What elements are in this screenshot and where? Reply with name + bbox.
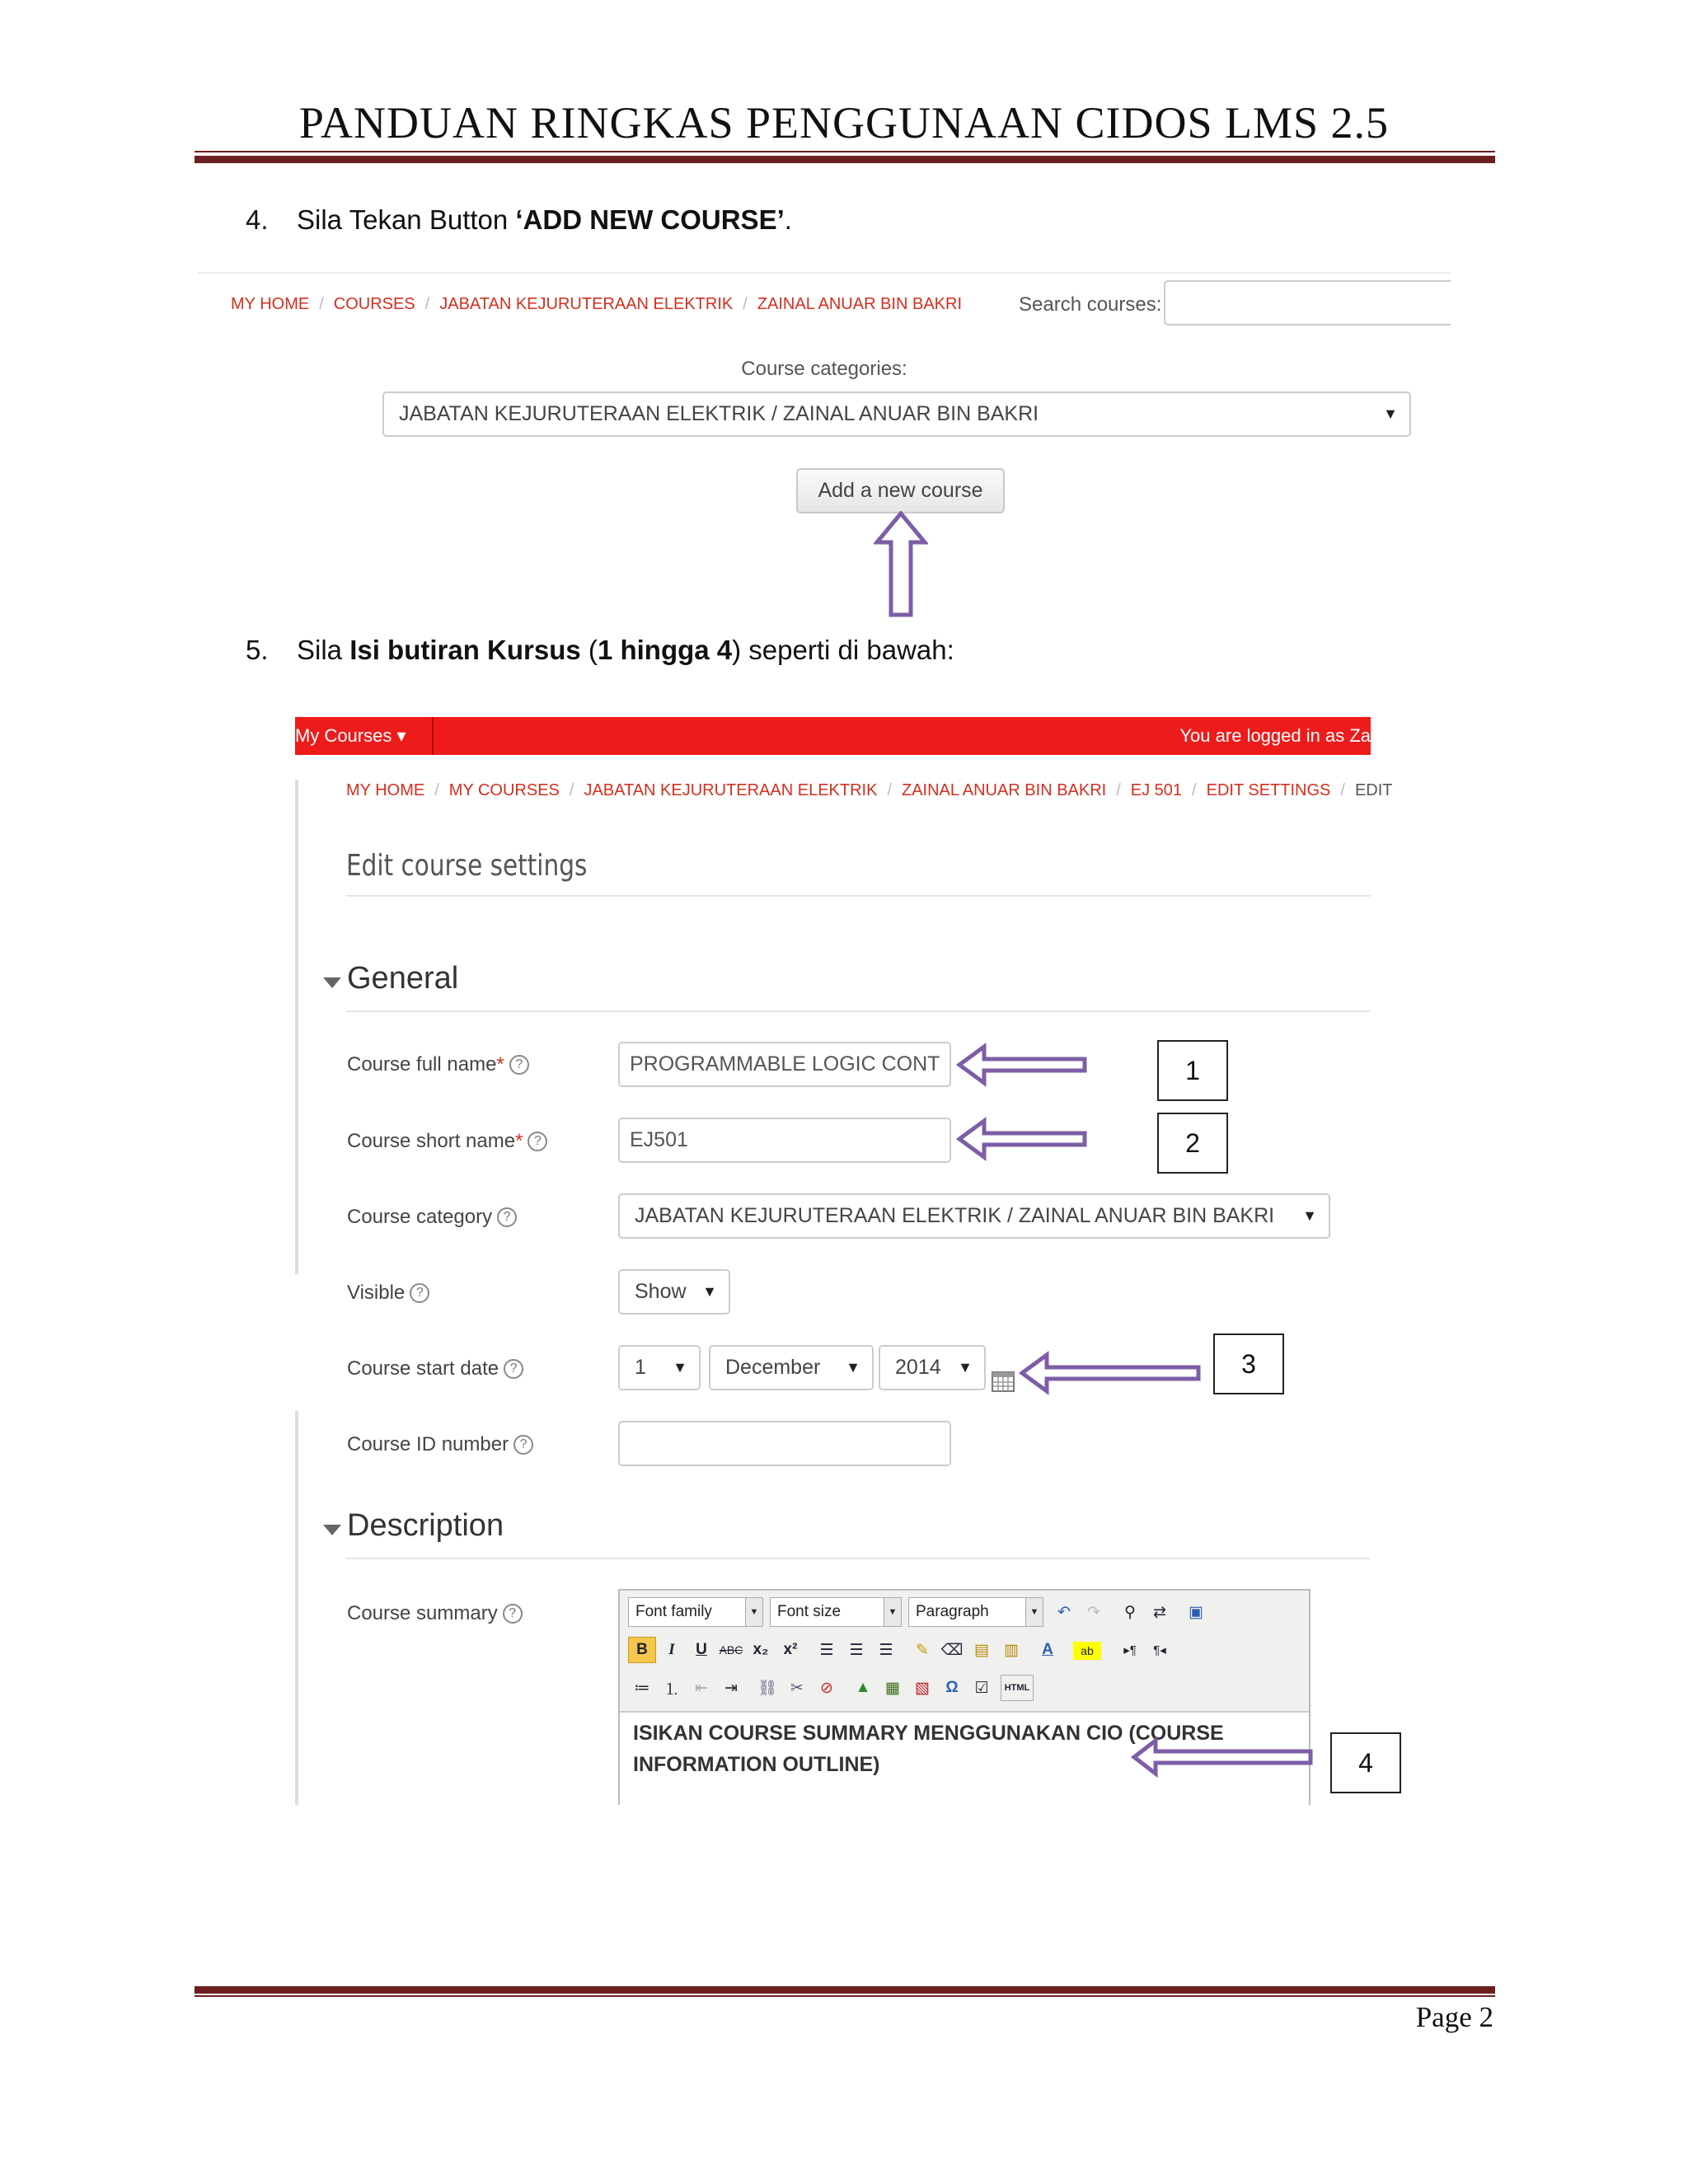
chevron-down-icon: ▼ xyxy=(958,1359,973,1376)
chevron-down-icon: ▼ xyxy=(846,1359,860,1376)
page-number: Page 2 xyxy=(1415,2001,1493,2033)
start-year-value: 2014 xyxy=(895,1356,941,1379)
course-full-name-label xyxy=(347,1050,529,1080)
course-category-text: Course category xyxy=(347,1206,493,1228)
left-edge-line-lower xyxy=(295,1411,298,1805)
undo-icon[interactable]: ↶ xyxy=(1057,1603,1071,1621)
footer-rule-thin xyxy=(195,1995,1495,1997)
chevron-down-icon: ▼ xyxy=(1383,405,1398,422)
highlight-color-icon[interactable]: ab xyxy=(1073,1642,1101,1660)
course-id-number-label xyxy=(347,1430,533,1460)
align-right-icon[interactable]: ☰ xyxy=(879,1641,893,1659)
header-rule-thick xyxy=(195,156,1495,163)
course-short-name-text: Course short name xyxy=(347,1130,516,1152)
image-icon[interactable]: ▲ xyxy=(855,1679,871,1696)
course-category-value: JABATAN KEJURUTERAAN ELEKTRIK / ZAINAL ANUAR BIN BAKRI xyxy=(635,1204,1275,1227)
visible-value: Show xyxy=(635,1280,687,1303)
align-left-icon[interactable]: ☰ xyxy=(819,1641,834,1659)
font-size-value: Font size xyxy=(777,1603,842,1620)
course-categories-value: JABATAN KEJURUTERAAN ELEKTRIK / ZAINAL ANUAR BIN BAKRI xyxy=(399,402,1039,425)
paste-word-icon[interactable]: ▥ xyxy=(1004,1641,1019,1659)
course-short-name-label xyxy=(347,1127,547,1156)
breadcrumb-user[interactable]: ZAINAL ANUAR BIN BAKRI xyxy=(902,781,1107,799)
breadcrumb-department[interactable]: JABATAN KEJURUTERAAN ELEKTRIK xyxy=(584,781,878,799)
indent-icon[interactable]: ⇥ xyxy=(724,1679,738,1697)
chevron-down-icon: ▼ xyxy=(673,1359,687,1376)
screenshot-top-border xyxy=(198,272,1451,274)
start-month-value: December xyxy=(725,1356,821,1379)
general-section-heading[interactable]: General xyxy=(347,961,459,996)
strikethrough-icon[interactable]: ABC xyxy=(719,1643,743,1657)
left-arrow-annotation-2-icon xyxy=(956,1116,1088,1162)
my-courses-menu[interactable]: My Courses ▾ xyxy=(295,717,434,755)
replace-icon[interactable]: ⇄ xyxy=(1153,1603,1166,1621)
marker-box-2: 2 xyxy=(1157,1113,1228,1174)
course-summary-text: Course summary xyxy=(347,1602,498,1624)
course-categories-select[interactable] xyxy=(382,391,1411,437)
help-icon[interactable]: ? xyxy=(503,1604,523,1624)
left-arrow-annotation-4-icon xyxy=(1131,1736,1314,1779)
course-id-number-text: Course ID number xyxy=(347,1433,509,1455)
chevron-down-icon: ▼ xyxy=(745,1598,762,1626)
course-category-label xyxy=(347,1202,517,1232)
paste-text-icon[interactable]: ▤ xyxy=(974,1641,989,1659)
help-icon[interactable]: ? xyxy=(509,1055,529,1075)
step-4-text: Sila Tekan Button xyxy=(297,204,516,235)
search-courses-input[interactable] xyxy=(1164,280,1451,326)
breadcrumb-my-courses[interactable]: MY COURSES xyxy=(448,781,560,799)
course-summary-label xyxy=(347,1599,523,1629)
screenshot-edit-course-settings xyxy=(295,717,1393,1805)
search-courses-label: Search courses: xyxy=(1019,293,1162,316)
top-navbar xyxy=(295,717,1371,755)
eraser-icon[interactable]: ⌫ xyxy=(940,1641,964,1659)
step-4-suffix: . xyxy=(784,204,792,235)
start-year-select[interactable] xyxy=(879,1345,986,1390)
text-color-icon[interactable]: A xyxy=(1042,1641,1053,1658)
start-day-value: 1 xyxy=(635,1356,646,1379)
course-full-name-input[interactable]: PROGRAMMABLE LOGIC CONT xyxy=(618,1042,951,1087)
breadcrumb-course[interactable]: EJ 501 xyxy=(1130,781,1183,799)
chevron-down-icon: ▼ xyxy=(884,1598,901,1626)
editor-content-line-2: INFORMATION OUTLINE) xyxy=(633,1753,880,1776)
breadcrumb-my-home[interactable]: MY HOME xyxy=(231,295,310,313)
marker-box-3: 3 xyxy=(1213,1333,1284,1394)
editor-toolbar xyxy=(620,1591,1309,1713)
course-categories-label: Course categories: xyxy=(741,358,907,380)
step-5-bold-a: Isi butiran Kursus xyxy=(349,635,581,665)
superscript-icon[interactable]: x² xyxy=(783,1641,798,1658)
description-divider xyxy=(346,1558,1371,1559)
step-5-bold-b: 1 hingga 4 xyxy=(597,635,733,665)
course-start-date-text: Course start date xyxy=(347,1357,499,1380)
help-icon[interactable]: ? xyxy=(513,1435,533,1455)
help-icon[interactable]: ? xyxy=(410,1283,429,1303)
document-title: PANDUAN RINGKAS PENGGUNAAN CIDOS LMS 2.5 xyxy=(298,98,1390,148)
start-month-select[interactable] xyxy=(709,1345,874,1390)
breadcrumb: MY HOME / COURSES / JABATAN KEJURUTERAAN ELEKTRIK / ZAINAL ANUAR BIN BAKRI xyxy=(231,295,963,313)
course-full-name-text: Course full name xyxy=(347,1053,497,1076)
course-short-name-input[interactable]: EJ501 xyxy=(618,1118,951,1163)
calendar-icon[interactable] xyxy=(991,1368,1015,1393)
chevron-down-icon: ▼ xyxy=(1025,1598,1043,1626)
left-arrow-annotation-3-icon xyxy=(1019,1350,1202,1396)
breadcrumb-edit-settings[interactable]: EDIT SETTINGS xyxy=(1206,781,1331,799)
step-5-text-c: ) seperti di bawah: xyxy=(732,635,954,665)
fullscreen-icon[interactable]: ▣ xyxy=(1189,1603,1203,1621)
step-5-text-b: ( xyxy=(580,635,598,665)
course-start-date-label xyxy=(347,1354,523,1384)
font-family-value: Font family xyxy=(635,1603,712,1620)
underline-icon[interactable]: U xyxy=(696,1641,707,1658)
course-category-select[interactable] xyxy=(618,1193,1330,1239)
breadcrumb-courses[interactable]: COURSES xyxy=(333,295,415,313)
editor-content-line-1: ISIKAN COURSE SUMMARY MENGGUNAKAN CIO (COURSE xyxy=(633,1722,1224,1745)
step-5-text-a: Sila xyxy=(297,635,350,665)
italic-icon[interactable]: I xyxy=(668,1641,675,1658)
step-4-bold: ‘ADD NEW COURSE’ xyxy=(515,204,785,235)
bullet-list-icon[interactable]: ≔ xyxy=(634,1679,650,1697)
help-icon[interactable]: ? xyxy=(497,1207,517,1227)
step-4-instruction xyxy=(246,204,792,236)
clean-format-icon[interactable]: ✎ xyxy=(916,1641,929,1659)
unlink-icon[interactable]: ✂ xyxy=(790,1679,804,1697)
heading-divider xyxy=(346,895,1371,897)
up-arrow-annotation-icon xyxy=(874,511,928,618)
nolink-icon[interactable]: ⊘ xyxy=(820,1679,833,1697)
marker-box-1: 1 xyxy=(1157,1040,1228,1101)
header-rule-thin xyxy=(195,151,1495,152)
media-icon[interactable]: ▦ xyxy=(885,1679,900,1697)
visible-label xyxy=(347,1278,429,1308)
find-icon[interactable]: ⚲ xyxy=(1124,1603,1136,1621)
chevron-down-icon: ▼ xyxy=(702,1283,717,1300)
special-char-icon[interactable]: Ω xyxy=(945,1679,959,1696)
visible-select[interactable] xyxy=(618,1269,730,1315)
chevron-down-icon: ▼ xyxy=(1302,1207,1317,1224)
table-icon[interactable]: ☑ xyxy=(974,1679,989,1697)
add-new-course-button[interactable]: Add a new course xyxy=(796,468,1005,513)
paragraph-value: Paragraph xyxy=(916,1603,989,1620)
rtl-icon[interactable]: ¶◂ xyxy=(1153,1643,1166,1657)
font-size-select[interactable] xyxy=(770,1597,902,1627)
collapse-triangle-icon[interactable] xyxy=(323,977,341,988)
general-divider xyxy=(346,1010,1371,1012)
left-arrow-annotation-1-icon xyxy=(956,1042,1088,1088)
step-5-instruction xyxy=(246,635,954,666)
step-4-number: 4. xyxy=(246,204,269,235)
required-asterisk: * xyxy=(496,1053,504,1076)
course-id-number-input[interactable] xyxy=(618,1421,951,1466)
redo-icon[interactable]: ↷ xyxy=(1087,1603,1100,1621)
page-heading: Edit course settings xyxy=(346,849,588,883)
link-icon[interactable]: ⛓ xyxy=(757,1680,778,1697)
start-day-select[interactable] xyxy=(618,1345,701,1390)
numbered-list-icon[interactable]: ⒈ xyxy=(663,1680,680,1699)
breadcrumb-department[interactable]: JABATAN KEJURUTERAAN ELEKTRIK xyxy=(439,295,734,313)
breadcrumb-edit: EDIT xyxy=(1354,781,1393,799)
description-section-heading[interactable]: Description xyxy=(347,1508,504,1543)
paragraph-select[interactable] xyxy=(908,1597,1043,1627)
ltr-icon[interactable]: ▸¶ xyxy=(1123,1643,1137,1657)
breadcrumb-my-home[interactable]: MY HOME xyxy=(346,781,425,799)
visible-text: Visible xyxy=(347,1282,406,1304)
marker-box-4: 4 xyxy=(1330,1732,1401,1793)
bold-icon[interactable]: B xyxy=(628,1637,656,1663)
help-icon[interactable]: ? xyxy=(528,1132,547,1151)
outdent-icon[interactable]: ⇤ xyxy=(695,1679,708,1697)
subscript-icon[interactable]: x₂ xyxy=(753,1641,769,1658)
breadcrumb-user[interactable]: ZAINAL ANUAR BIN BAKRI xyxy=(757,295,963,313)
step-5-number: 5. xyxy=(246,635,269,665)
logged-in-text: You are logged in as Za xyxy=(1179,725,1371,746)
breadcrumb-edit: MY HOME / MY COURSES / JABATAN KEJURUTERAAN ELEKTRIK / ZAINAL ANUAR BIN BAKRI / EJ 501 / EDIT SETTINGS / EDIT xyxy=(346,781,1393,799)
collapse-triangle-icon[interactable] xyxy=(323,1525,341,1535)
font-family-select[interactable] xyxy=(628,1597,763,1627)
footer-rule-thick xyxy=(195,1986,1495,1994)
left-edge-line xyxy=(295,780,298,1274)
help-icon[interactable]: ? xyxy=(504,1359,523,1379)
screenshot-add-course xyxy=(198,272,1451,618)
manage-files-icon[interactable]: ▧ xyxy=(915,1679,930,1697)
html-source-button[interactable]: HTML xyxy=(1001,1675,1034,1701)
required-asterisk: * xyxy=(515,1130,523,1152)
align-center-icon[interactable]: ☰ xyxy=(849,1641,864,1659)
